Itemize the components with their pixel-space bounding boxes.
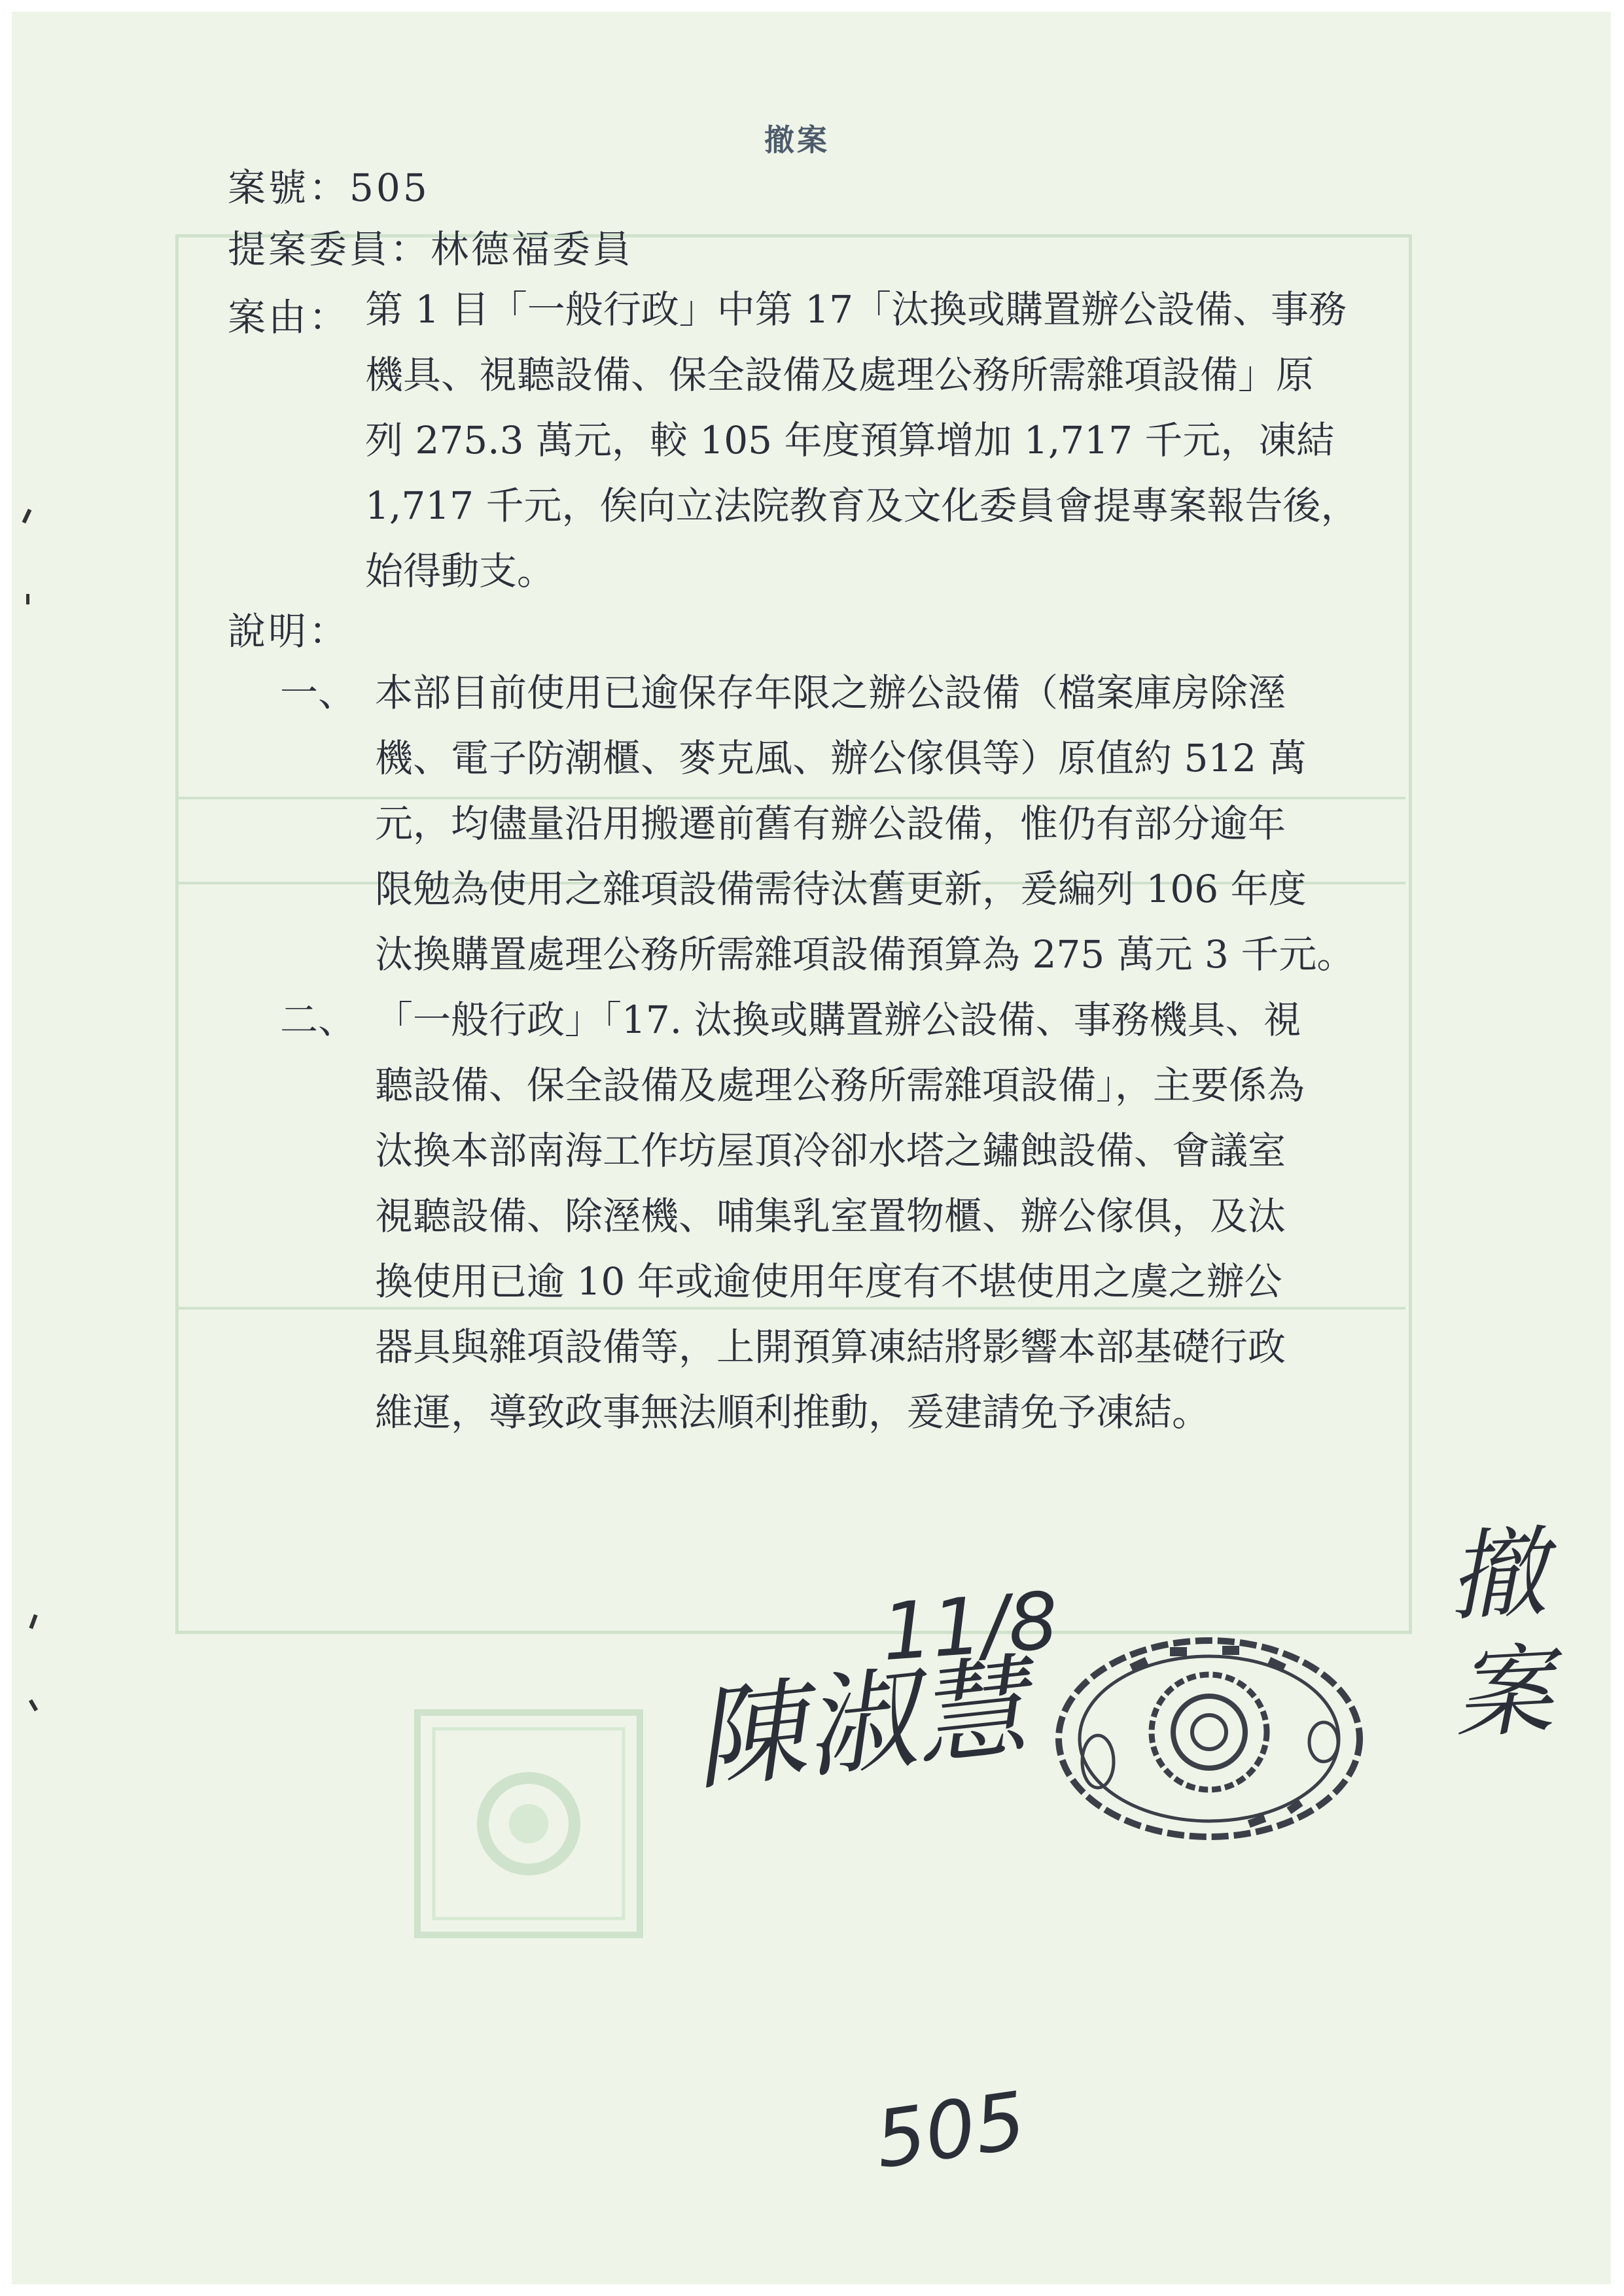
explanation-item-line: 視聽設備、除溼機、哺集乳室置物櫃、辦公傢俱，及汰: [375, 1194, 1286, 1238]
reverse-side-text: [116, 31, 1188, 105]
explanation-item-line: 維運，導致政事無法順利推動，爰建請免予凍結。: [375, 1390, 1210, 1435]
handwritten-withdraw-note: 撤案: [1445, 1516, 1556, 1753]
explanation-label: 說明：: [228, 609, 350, 653]
proposer-row: [228, 218, 633, 273]
explanation-item-line: 換使用已逾 10 年或逾使用年度有不堪使用之虞之辦公: [375, 1259, 1282, 1304]
case-number-row: [228, 157, 430, 212]
reason-line: 列 275.3 萬元，較 105 年度預算增加 1,717 千元，凍結: [365, 418, 1335, 462]
handwritten-date: 11/8: [879, 1575, 1062, 1679]
official-seal-icon: [1033, 1627, 1373, 1850]
reason-line: 始得動支。: [365, 549, 556, 593]
reason-line: 機具、視聽設備、保全設備及處理公務所需雜項設備」原: [365, 353, 1315, 397]
proposer-value: 林德福委員: [431, 227, 634, 271]
reason-line: 第 1 目「一般行政」中第 17「汰換或購置辦公設備、事務: [365, 287, 1347, 332]
faded-seal-icon: [404, 1699, 653, 1948]
proposer-label: 提案委員：: [228, 227, 431, 271]
withdrawn-header-stamp: 撤案: [764, 122, 830, 158]
explanation-item-marker: 一、: [280, 670, 357, 715]
explanation-item-line: 元，均儘量沿用搬遷前舊有辦公設備，惟仍有部分逾年: [375, 801, 1286, 846]
explanation-item-line: 汰換購置處理公務所需雜項設備預算為 275 萬元 3 千元。: [375, 932, 1355, 977]
explanation-item-marker: 二、: [280, 998, 357, 1042]
scan-mark: [22, 509, 32, 523]
explanation-item-line: 「一般行政」「17. 汰換或購置辦公設備、事務機具、視: [375, 998, 1301, 1042]
reason-line: 1,717 千元，俟向立法院教育及文化委員會提專案報告後，: [365, 483, 1359, 528]
handwritten-signature: 陳淑慧: [687, 1642, 1033, 1807]
document-page: [12, 12, 1611, 2284]
explanation-item-line: 機、電子防潮櫃、麥克風、辦公傢俱等）原值約 512 萬: [375, 736, 1307, 780]
explanation-item-line: 限勉為使用之雜項設備需待汰舊更新，爰編列 106 年度: [375, 867, 1307, 911]
scan-mark: [26, 594, 29, 604]
scan-mark: [29, 1614, 37, 1629]
scan-mark: [29, 1699, 38, 1712]
explanation-item-line: 聽設備、保全設備及處理公務所需雜項設備」，主要係為: [375, 1063, 1305, 1107]
explanation-item-line: 汰換本部南海工作坊屋頂冷卻水塔之鏽蝕設備、會議室: [375, 1128, 1286, 1173]
case-number-value: 505: [349, 165, 430, 210]
explanation-item-line: 本部目前使用已逾保存年限之辦公設備（檔案庫房除溼: [375, 670, 1286, 715]
handwritten-case-number: 505: [870, 2075, 1031, 2187]
reason-label: 案由：: [228, 295, 350, 339]
explanation-item-line: 器具與雜項設備等，上開預算凍結將影響本部基礎行政: [375, 1325, 1286, 1369]
case-number-label: 案號：: [228, 165, 350, 210]
